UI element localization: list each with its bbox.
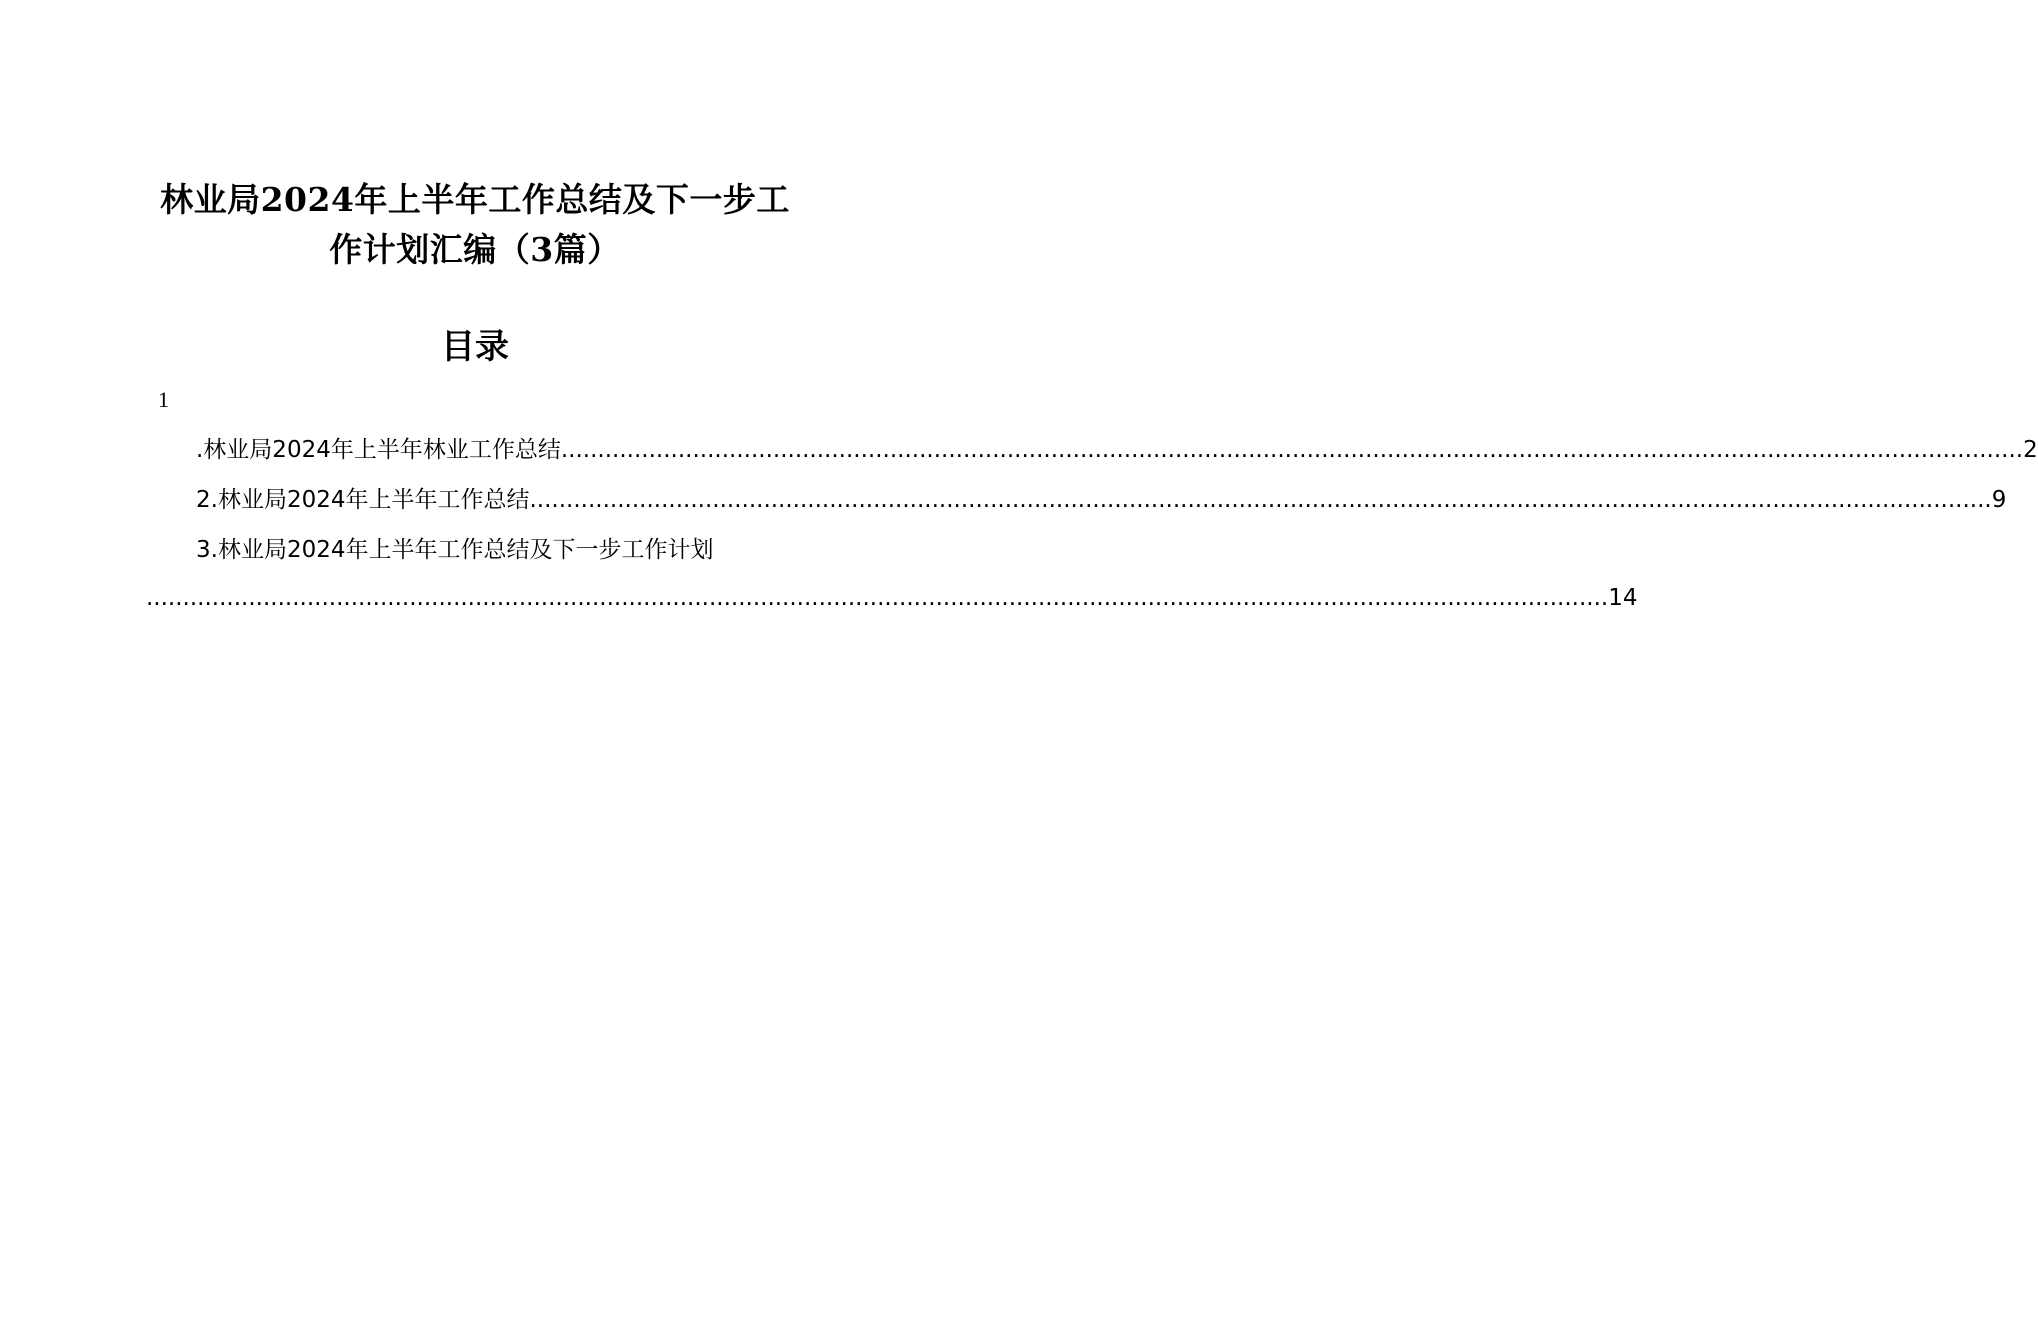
toc-entry-3[interactable] — [196, 532, 804, 568]
toc-stray-number: 1 — [158, 387, 169, 412]
toc-entry-label: 3.林业局2024年上半年工作总结及下一步工作计划 — [196, 537, 714, 563]
toc-entry-1[interactable] — [196, 432, 2038, 468]
document-title-line-1: 林业局2024年上半年工作总结及下一步工 — [160, 180, 790, 219]
toc-leader-dots: ........................................................................................................................................................................................................ — [560, 437, 2024, 463]
toc-entry-label: 2.林业局2024年上半年工作总结 — [196, 487, 530, 513]
toc-leader-dots: ........................................................................................................................................................................................................ — [146, 585, 1609, 611]
toc-heading: 目录 — [441, 327, 509, 367]
toc-entry-page: 2 — [2023, 437, 2038, 463]
toc-entry-label: .林业局2024年上半年林业工作总结 — [196, 437, 561, 463]
toc-entry-2[interactable] — [196, 482, 2007, 518]
document-title-line-2: 作计划汇编（3篇） — [329, 230, 621, 269]
toc-entry-page: 9 — [1991, 487, 2007, 513]
toc-leader-dots: ........................................................................................................................................................................................................ — [529, 487, 1992, 513]
toc-entry-3-continuation[interactable] — [146, 580, 1638, 616]
toc-entry-page: 14 — [1608, 585, 1638, 611]
